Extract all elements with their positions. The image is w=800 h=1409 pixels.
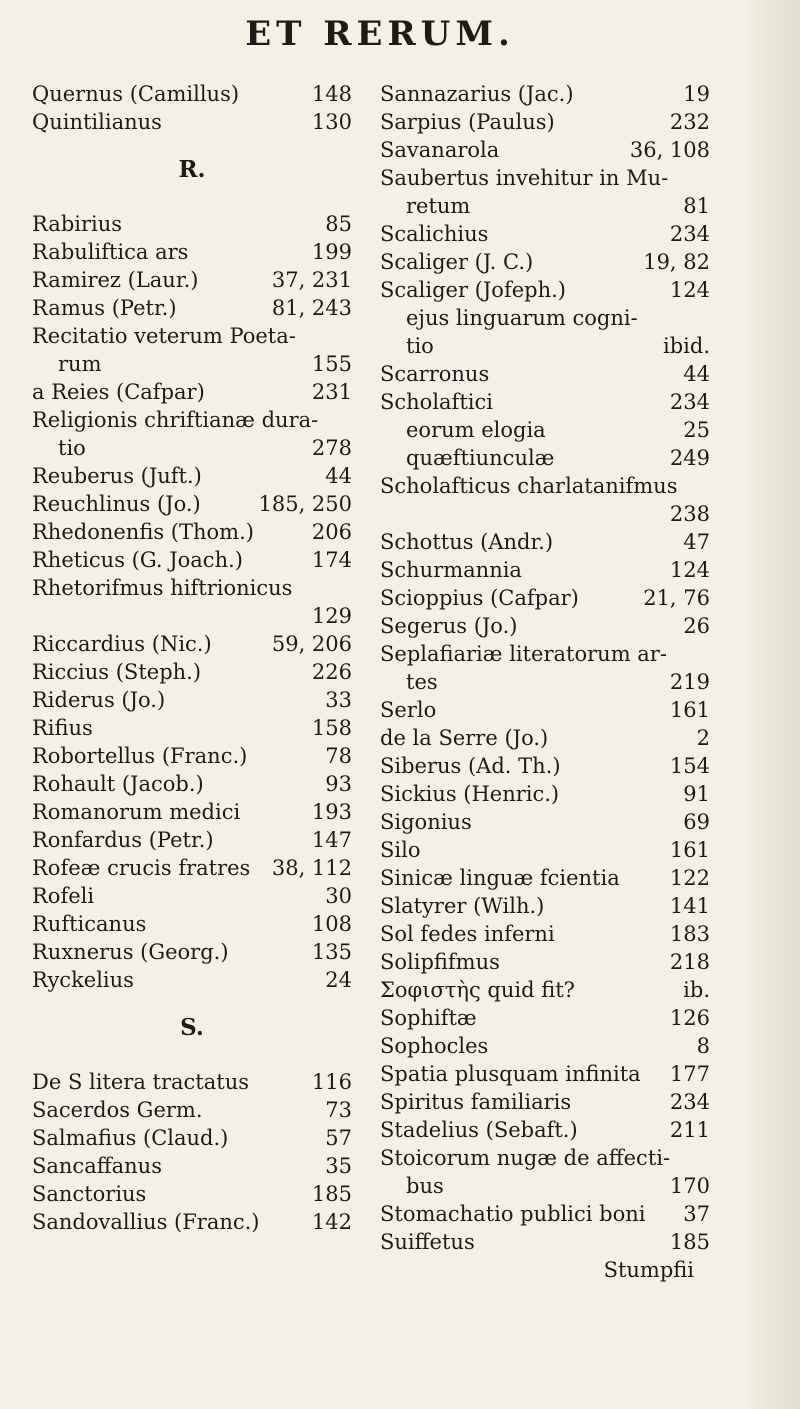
- entry-name: Ramirez (Laur.): [32, 268, 199, 292]
- entry-name: Silo: [380, 838, 421, 862]
- index-entry: [32, 938, 352, 966]
- section-letter: R.: [178, 156, 206, 183]
- entry-name: Rabirius: [32, 212, 123, 236]
- index-entry: [32, 882, 352, 910]
- entry-page-number: 36, 108: [629, 138, 710, 162]
- entry-name: ejus linguarum cogni-: [406, 306, 638, 330]
- entry-name: Saubertus invehitur in Mu-: [380, 166, 669, 190]
- entry-page-number: 185: [669, 1230, 710, 1254]
- index-entry: [32, 1180, 352, 1208]
- index-entry-continuation: [32, 602, 352, 630]
- entry-page-number: 30: [325, 884, 352, 908]
- index-entry: [32, 322, 352, 350]
- index-entry: [32, 406, 352, 434]
- index-entry: [380, 752, 710, 780]
- index-entry: [380, 360, 710, 388]
- entry-page-number: 278: [311, 436, 352, 460]
- entry-page-number: 25: [683, 418, 710, 442]
- index-entry: [32, 910, 352, 938]
- entry-name: Scholaftici: [380, 390, 493, 414]
- index-entry: [380, 864, 710, 892]
- entry-name: Solipfifmus: [380, 950, 500, 974]
- index-entry: [380, 948, 710, 976]
- entry-page-number: 154: [669, 754, 710, 778]
- entry-name: Sigonius: [380, 810, 472, 834]
- entry-name: Serlo: [380, 698, 437, 722]
- index-entry: [32, 1208, 352, 1236]
- entry-page-number: 141: [669, 894, 710, 918]
- entry-page-number: 219: [669, 670, 710, 694]
- entry-page-number: 91: [683, 782, 710, 806]
- entry-page-number: 44: [325, 464, 352, 488]
- entry-page-number: 206: [311, 520, 352, 544]
- entry-page-number: 81: [683, 194, 710, 218]
- entry-name: Scarronus: [380, 362, 490, 386]
- index-entry: [380, 920, 710, 948]
- index-entry: [32, 238, 352, 266]
- index-entry: [32, 966, 352, 994]
- index-entry: [380, 836, 710, 864]
- entry-name: Suiffetus: [380, 1230, 475, 1254]
- entry-name: quæftiunculæ: [406, 446, 555, 470]
- entry-name: Schurmannia: [380, 558, 522, 582]
- entry-page-number: 148: [311, 82, 352, 106]
- entry-page-number: 59, 206: [271, 632, 352, 656]
- index-entry: [380, 556, 710, 584]
- entry-name: eorum elogia: [406, 418, 546, 442]
- page-edge: [744, 0, 800, 1409]
- index-entry: [32, 770, 352, 798]
- entry-page-number: 33: [325, 688, 352, 712]
- index-entry: [32, 1124, 352, 1152]
- entry-page-number: 130: [311, 110, 352, 134]
- entry-name: Rheticus (G. Joach.): [32, 548, 243, 572]
- entry-name: Rifius: [32, 716, 93, 740]
- entry-page-number: 38, 112: [271, 856, 352, 880]
- index-entry: [32, 266, 352, 294]
- entry-page-number: ib.: [683, 978, 710, 1002]
- entry-name: Reuchlinus (Jo.): [32, 492, 201, 516]
- entry-name: Scaliger (J. C.): [380, 250, 534, 274]
- index-entry-continuation: [380, 1172, 710, 1200]
- entry-page-number: 234: [669, 390, 710, 414]
- entry-page-number: 161: [669, 698, 710, 722]
- entry-page-number: 78: [325, 744, 352, 768]
- entry-page-number: 85: [325, 212, 352, 236]
- entry-page-number: 37, 231: [271, 268, 352, 292]
- entry-name: Scholafticus charlatanifmus: [380, 474, 678, 498]
- entry-name: Sickius (Henric.): [380, 782, 560, 806]
- index-entry: [380, 248, 710, 276]
- section-letter: S.: [180, 1014, 204, 1041]
- index-entry: [32, 378, 352, 406]
- index-entry: [32, 574, 352, 602]
- index-entry: [380, 780, 710, 808]
- entry-name: bus: [406, 1174, 444, 1198]
- entry-page-number: 73: [325, 1098, 352, 1122]
- index-entry: [32, 686, 352, 714]
- entry-name: tio: [406, 334, 434, 358]
- index-entry-continuation: [380, 332, 710, 360]
- index-entry: [380, 1200, 710, 1228]
- entry-name: Rohault (Jacob.): [32, 772, 204, 796]
- entry-name: Rufticanus: [32, 912, 147, 936]
- index-entry: [32, 1068, 352, 1096]
- entry-name: Romanorum medici: [32, 800, 241, 824]
- index-entry: [380, 276, 710, 304]
- entry-page-number: 199: [311, 240, 352, 264]
- entry-name: Savanarola: [380, 138, 500, 162]
- index-entry: [380, 808, 710, 836]
- entry-page-number: 19: [683, 82, 710, 106]
- entry-name: Robortellus (Franc.): [32, 744, 248, 768]
- index-entry: [32, 1152, 352, 1180]
- index-entry: [380, 80, 710, 108]
- entry-page-number: 183: [669, 922, 710, 946]
- entry-name: Sophiftæ: [380, 1006, 477, 1030]
- entry-name: Stomachatio publici boni: [380, 1202, 646, 1226]
- index-entry: [380, 136, 710, 164]
- entry-name: Spatia plusquam infinita: [380, 1062, 641, 1086]
- index-entry: [380, 472, 710, 500]
- entry-name: Quernus (Camillus): [32, 82, 240, 106]
- index-entry: [380, 1004, 710, 1032]
- entry-name: Spiritus familiaris: [380, 1090, 572, 1114]
- entry-name: Ruxnerus (Georg.): [32, 940, 229, 964]
- entry-name: Sacerdos Germ.: [32, 1098, 203, 1122]
- entry-page-number: 211: [669, 1118, 710, 1142]
- entry-name: Salmafius (Claud.): [32, 1126, 229, 1150]
- entry-page-number: 218: [669, 950, 710, 974]
- entry-name: rum: [58, 352, 102, 376]
- entry-page-number: 93: [325, 772, 352, 796]
- entry-page-number: 161: [669, 838, 710, 862]
- entry-name: Siberus (Ad. Th.): [380, 754, 561, 778]
- index-entry-continuation: [380, 668, 710, 696]
- entry-page-number: 2: [696, 726, 710, 750]
- index-entry: [380, 220, 710, 248]
- entry-name: de la Serre (Jo.): [380, 726, 549, 750]
- index-entry: [32, 294, 352, 322]
- entry-page-number: 26: [683, 614, 710, 638]
- index-entry: [32, 798, 352, 826]
- entry-page-number: 122: [669, 866, 710, 890]
- entry-page-number: 170: [669, 1174, 710, 1198]
- entry-name: Sannazarius (Jac.): [380, 82, 574, 106]
- index-entry: [380, 724, 710, 752]
- entry-page-number: 177: [669, 1062, 710, 1086]
- entry-name: Sarpius (Paulus): [380, 110, 555, 134]
- index-column-left: [32, 80, 352, 1236]
- entry-name: Rofeli: [32, 884, 95, 908]
- index-entry: [32, 658, 352, 686]
- entry-name: Scioppius (Cafpar): [380, 586, 579, 610]
- index-entry: [380, 528, 710, 556]
- entry-name: De S litera tractatus: [32, 1070, 249, 1094]
- entry-page-number: ibid.: [663, 334, 710, 358]
- entry-name: Riderus (Jo.): [32, 688, 166, 712]
- entry-name: Segerus (Jo.): [380, 614, 518, 638]
- entry-name: Sanctorius: [32, 1182, 147, 1206]
- entry-page-number: 69: [683, 810, 710, 834]
- index-entry: [32, 546, 352, 574]
- entry-page-number: 19, 82: [643, 250, 710, 274]
- entry-page-number: 147: [311, 828, 352, 852]
- entry-page-number: 126: [669, 1006, 710, 1030]
- entry-page-number: 57: [325, 1126, 352, 1150]
- entry-name: Sophocles: [380, 1034, 489, 1058]
- entry-name: Scalichius: [380, 222, 489, 246]
- entry-name: Sancaffanus: [32, 1154, 162, 1178]
- entry-name: Sol fedes inferni: [380, 922, 555, 946]
- index-entry: [380, 892, 710, 920]
- entry-page-number: 234: [669, 222, 710, 246]
- entry-name: tes: [406, 670, 438, 694]
- entry-page-number: 129: [311, 604, 352, 628]
- index-entry: [32, 630, 352, 658]
- entry-name: a Reies (Cafpar): [32, 380, 205, 404]
- index-entry: [32, 108, 352, 136]
- index-entry: [380, 1032, 710, 1060]
- entry-name: Religionis chriftianæ dura-: [32, 408, 319, 432]
- index-entry-continuation: [32, 434, 352, 462]
- index-entry: [32, 854, 352, 882]
- index-entry-continuation: [380, 444, 710, 472]
- entry-page-number: 135: [311, 940, 352, 964]
- entry-page-number: 232: [669, 110, 710, 134]
- entry-page-number: 47: [683, 530, 710, 554]
- entry-page-number: 37: [683, 1202, 710, 1226]
- entry-page-number: 124: [669, 558, 710, 582]
- page-header: ET RERUM.: [245, 14, 515, 54]
- index-entry-continuation: [32, 350, 352, 378]
- index-entry: [380, 388, 710, 416]
- entry-name: Schottus (Andr.): [380, 530, 554, 554]
- entry-name: Sandovallius (Franc.): [32, 1210, 260, 1234]
- index-entry: [380, 696, 710, 724]
- entry-page-number: 116: [311, 1070, 352, 1094]
- entry-page-number: 44: [683, 362, 710, 386]
- entry-page-number: 234: [669, 1090, 710, 1114]
- index-column-right: [380, 80, 710, 1284]
- entry-name: Sinicæ linguæ fcientia: [380, 866, 620, 890]
- entry-name: Ronfardus (Petr.): [32, 828, 214, 852]
- entry-name: Rhetorifmus hiftrionicus: [32, 576, 293, 600]
- index-entry: [32, 714, 352, 742]
- entry-page-number: 142: [311, 1210, 352, 1234]
- entry-page-number: 185, 250: [258, 492, 352, 516]
- entry-name: Rabuliftica ars: [32, 240, 189, 264]
- entry-name: Rofeæ crucis fratres: [32, 856, 251, 880]
- entry-page-number: 8: [696, 1034, 710, 1058]
- entry-page-number: 226: [311, 660, 352, 684]
- entry-page-number: 81, 243: [271, 296, 352, 320]
- entry-page-number: 108: [311, 912, 352, 936]
- entry-name: Ramus (Petr.): [32, 296, 177, 320]
- index-entry: [32, 80, 352, 108]
- index-entry: [380, 976, 710, 1004]
- index-entry: [32, 462, 352, 490]
- entry-name: Reuberus (Juft.): [32, 464, 202, 488]
- entry-page-number: 231: [311, 380, 352, 404]
- entry-page-number: 185: [311, 1182, 352, 1206]
- entry-name: tio: [58, 436, 86, 460]
- entry-name: Scaliger (Jofeph.): [380, 278, 566, 302]
- index-entry: [32, 518, 352, 546]
- index-entry: [380, 640, 710, 668]
- entry-page-number: 124: [669, 278, 710, 302]
- entry-name: Ryckelius: [32, 968, 134, 992]
- entry-page-number: 35: [325, 1154, 352, 1178]
- index-entry: [380, 1228, 710, 1256]
- entry-page-number: 158: [311, 716, 352, 740]
- index-entry: [380, 1060, 710, 1088]
- index-entry: [32, 742, 352, 770]
- index-entry: [380, 1116, 710, 1144]
- index-entry: [380, 1144, 710, 1172]
- catchword: Stumpfii: [603, 1258, 694, 1282]
- index-entry-continuation: [380, 416, 710, 444]
- index-entry: [32, 490, 352, 518]
- entry-page-number: 21, 76: [643, 586, 710, 610]
- index-entry-continuation: [380, 500, 710, 528]
- entry-name: Quintilianus: [32, 110, 162, 134]
- entry-name: Seplafiariæ literatorum ar-: [380, 642, 667, 666]
- index-entry: [380, 584, 710, 612]
- entry-name: retum: [406, 194, 471, 218]
- index-entry: [380, 108, 710, 136]
- index-entry-continuation: [380, 192, 710, 220]
- index-entry: [32, 1096, 352, 1124]
- index-entry: [380, 612, 710, 640]
- index-entry: [380, 164, 710, 192]
- entry-name: Slatyrer (Wilh.): [380, 894, 545, 918]
- entry-name: Rhedonenfis (Thom.): [32, 520, 254, 544]
- entry-page-number: 24: [325, 968, 352, 992]
- entry-page-number: 249: [669, 446, 710, 470]
- entry-name: Recitatio veterum Poeta-: [32, 324, 296, 348]
- entry-page-number: 155: [311, 352, 352, 376]
- entry-name: Stadelius (Sebaft.): [380, 1118, 578, 1142]
- entry-name: Σοφιστὴς quid fit?: [380, 978, 575, 1002]
- index-entry: [32, 826, 352, 854]
- index-entry: [380, 1088, 710, 1116]
- entry-page-number: 174: [311, 548, 352, 572]
- index-entry-continuation: [380, 304, 710, 332]
- index-entry: [32, 210, 352, 238]
- entry-page-number: 193: [311, 800, 352, 824]
- entry-name: Stoicorum nugæ de affecti-: [380, 1146, 671, 1170]
- entry-name: Riccardius (Nic.): [32, 632, 212, 656]
- entry-name: Riccius (Steph.): [32, 660, 202, 684]
- entry-page-number: 238: [669, 502, 710, 526]
